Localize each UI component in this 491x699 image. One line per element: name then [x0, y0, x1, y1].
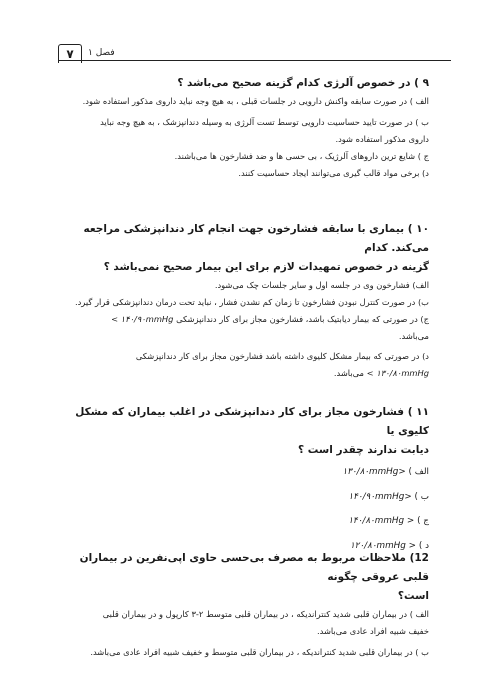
question-11 [59, 403, 429, 558]
question-10-option-b: ب) در صورت کنترل نبودن فشارخون تا زمان کم نشدن فشار ، نباید تحت درمان دندانپزشکی قرار گیرد. [74, 297, 429, 307]
question-10-option-a: الف) فشارخون وی در جلسه اول و سایر جلسات چک می‌شود. [214, 280, 429, 290]
header-rule [58, 60, 451, 61]
question-11-title-line1: ۱۱ ) فشارخون مجاز برای کار دندانپزشکی در اغلب بیماران که مشکل کلیوی یا [75, 406, 429, 437]
question-12-option-a: الف ) در بیماران قلبی شدید کنتراندیکه ، در بیماران قلبی متوسط ۲-۳ کارپول و در بیماران قلبی [102, 609, 429, 619]
question-10-title-line2: گزینه در خصوص تمهیدات لازم برای این بیمار صحیح نمی‌باشد ؟ [103, 261, 429, 273]
question-11-option-d-label: د ) [418, 540, 429, 551]
chapter-label: فصل ۱ [88, 48, 115, 58]
question-12-option-a-cont: خفیف شبیه افراد عادی می‌باشد. [316, 626, 429, 636]
question-10-option-d: د) در صورتی که بیمار مشکل کلیوی داشته باشد فشارخون مجاز برای کار دندانپزشکی [135, 351, 429, 361]
question-10-option-c-tail: می‌باشد. [398, 331, 429, 341]
question-12-title-line2: است؟ [397, 590, 429, 602]
question-10-option-c-text: ج) در صورتی که بیمار دیابتیک باشد، فشارخون مجاز برای کار دندانپزشکی [176, 314, 429, 324]
question-9-option-b: ب ) در صورت تایید حساسیت دارویی توسط تست آلرژی به وسیله دندانپزشک ، به هیچ وجه نباید [100, 117, 429, 127]
question-11-option-c-label: ج ) [417, 516, 429, 526]
question-12-title-line1: 12) ملاحظات مربوط به مصرف بی‌حسی حاوی اپی‌نفرین در بیماران قلبی عروقی چگونه [79, 552, 429, 583]
question-10-option-c [59, 311, 429, 328]
question-11-title-line2: دیابت ندارند چقدر است ؟ [298, 444, 429, 456]
question-10-option-c-value: < ۱۴۰/۹۰mmHg [111, 314, 174, 324]
question-9 [59, 74, 429, 182]
question-10-title-line1: ۱۰ ) بیماری با سابقه فشارخون جهت انجام کار دندانپزشکی مراجعه می‌کند. کدام [83, 223, 429, 254]
question-10-option-d-tail: می‌باشد. [333, 368, 365, 378]
question-10 [59, 220, 429, 382]
question-11-option-b [59, 485, 429, 510]
question-9-option-a: الف ) در صورت سابقه واکنش دارویی در جلسات قبلی ، به هیچ وجه نباید داروی مذکور استفاده شود. [82, 96, 429, 106]
question-11-option-d-value: ۱۲۰/۸۰mmHg > [349, 540, 417, 551]
question-9-option-d: د) برخی مواد قالب گیری می‌توانند ایجاد حساسیت کنند. [238, 168, 429, 178]
question-9-option-b-cont: داروی مذکور استفاده شود. [335, 134, 429, 144]
question-12 [59, 549, 429, 661]
question-11-option-c-value: ۱۴۰/۸۰mmHg > [348, 516, 415, 526]
question-11-option-a [59, 460, 429, 485]
question-10-option-d-value: < ۱۳۰/۸۰mmHg [366, 368, 429, 378]
question-12-option-b: ب ) در بیماران قلبی شدید کنتراندیکه ، در بیماران قلبی متوسط و خفیف شبیه افراد عادی می‌باشد. [90, 647, 429, 657]
question-11-option-c [59, 509, 429, 534]
question-9-option-c: ج ) شایع ترین داروهای آلرژیک ، بی حسی ها و ضد فشارخون ها می‌باشند. [174, 151, 429, 161]
question-9-title: ۹ ) در خصوص آلرژی کدام گزینه صحیح می‌باشد ؟ [177, 77, 429, 89]
question-11-option-b-label: ب ) [414, 491, 429, 502]
question-11-option-a-label: الف ) [408, 467, 429, 477]
question-11-option-a-value: ۱۳۰/۸۰mmHg> [342, 467, 406, 477]
question-10-option-d-line2 [59, 365, 429, 382]
question-11-option-b-value: ۱۴۰/۹۰mmHg> [348, 491, 412, 502]
page-number: ۷ [58, 44, 82, 63]
